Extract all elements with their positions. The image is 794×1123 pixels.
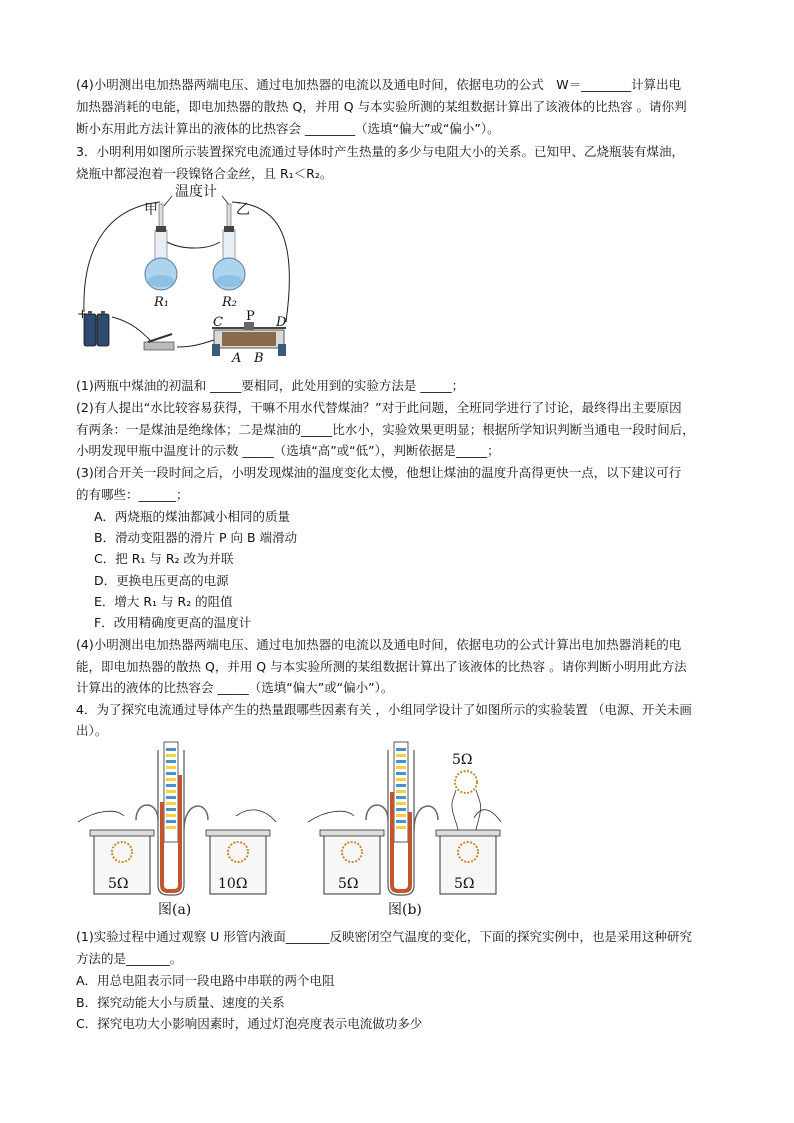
q3-intro-line1: 3．小明利用如图所示装置探究电流通过导体时产生热量的多少与电阻大小的关系。已知甲、乙烧瓶装有煤油， — [76, 144, 684, 159]
q4-intro-line1: 4．为了探究电流通过导体产生的热量跟哪些因素有关 ，小组同学设计了如图所示的实验装置 （电源、开关未画 — [76, 702, 692, 717]
q3-option-e: E．增大 R₁ 与 R₂ 的阻值 — [94, 594, 233, 609]
q3-sub2-line1: (2)有人提出“水比较容易获得，干嘛不用水代替煤油？”对于此问题，全班同学进行了讨论，最终得出主要原因 — [76, 400, 682, 415]
fig-a-right-resistor: 10Ω — [218, 876, 248, 892]
q4-sub1-line1: (1)实验过程中通过观察 U 形管内液面_______反映密闭空气温度的变化，下面的探究实例中，也是采用这种研究 — [76, 929, 693, 944]
fig-a-left-resistor: 5Ω — [108, 876, 129, 892]
rheostat-p-label: P — [246, 309, 255, 324]
q3-pre-line2: 加热器消耗的电能，即电加热器的散热 Q，并用 Q 与本实验所测的某组数据计算出了该液体的比热容 。请你判 — [76, 99, 687, 114]
q3-intro-line2: 烧瓶中都浸泡着一段镍铬合金丝，且 R₁＜R₂。 — [76, 166, 333, 181]
external-resistor — [452, 771, 481, 830]
q3-sub2-line3: 小明发现甲瓶中温度计的示数 _____（选填“高”或“低”），判断依据是_____； — [76, 443, 500, 458]
rheostat-icon — [212, 322, 286, 356]
r2-label: R₂ — [222, 295, 237, 310]
q3-pre-line1: (4)小明测出电加热器两端电压、通过电加热器的电流以及通电时间，依据电功的公式 W＝________计算出电 — [76, 77, 682, 92]
rheostat-a-label: A — [232, 351, 242, 366]
q3-circuit-figure — [72, 182, 312, 372]
q3-sub4-line2: 能，即电加热器的散热 Q，并用 Q 与本实验所测的某组数据计算出了该液体的比热容 。请你判断小明用此方法 — [76, 659, 687, 674]
r1-label: R₁ — [154, 295, 169, 310]
fig-b-top-resistor: 5Ω — [452, 752, 473, 768]
q3-option-c: C．把 R₁ 与 R₂ 改为并联 — [94, 551, 234, 566]
q3-option-f: F．改用精确度更高的温度计 — [94, 615, 252, 630]
q4-intro-line2: 出）。 — [76, 723, 108, 738]
q3-sub1: (1)两瓶中煤油的初温和 _____要相同，此处用到的实验方法是 _____； — [76, 378, 465, 393]
q3-option-a: A．两烧瓶的煤油都减小相同的质量 — [94, 509, 291, 524]
fig-b-right-resistor: 5Ω — [454, 876, 475, 892]
q3-option-b: B．滑动变阻器的滑片 P 向 B 端滑动 — [94, 530, 298, 545]
fig-b-caption: 图(b) — [388, 902, 422, 918]
thermometer-label: 温度计 — [175, 184, 217, 200]
q4-figure-b — [306, 740, 516, 920]
rheostat-b-label: B — [254, 351, 264, 366]
q3-sub4-line1: (4)小明测出电加热器两端电压、通过电加热器的电流以及通电时间，依据电功的公式计算出电加热器消耗的电 — [76, 637, 682, 652]
q4-figure-a — [76, 740, 286, 920]
q3-sub3-line2: 的有哪些：______； — [76, 487, 189, 502]
rheostat-d-label: D — [276, 315, 287, 330]
q4-sub1-line2: 方法的是_______。 — [76, 951, 183, 966]
flask-yi-label: 乙 — [236, 202, 250, 218]
q4-option-c: C．探究电功大小影响因素时，通过灯泡亮度表示电流做功多少 — [76, 1016, 423, 1031]
fig-b-left-resistor: 5Ω — [338, 876, 359, 892]
flask-jia-label: 甲 — [144, 202, 158, 218]
rheostat-c-label: C — [213, 315, 223, 330]
q4-option-a: A．用总电阻表示同一段电路中串联的两个电阻 — [76, 973, 335, 988]
q3-option-d: D．更换电压更高的电源 — [94, 573, 229, 588]
battery-plus-label: + — [77, 307, 88, 322]
switch-icon — [144, 334, 174, 350]
q3-pre-line3: 断小东用此方法计算出的液体的比热容会 ________（选填“偏大”或“偏小”）。 — [76, 121, 500, 136]
q4-option-b: B．探究动能大小与质量、速度的关系 — [76, 995, 285, 1010]
q3-sub3-line1: (3)闭合开关一段时间之后，小明发现煤油的温度变化太慢，他想让煤油的温度升高得更快一点，以下建议可行 — [76, 465, 682, 480]
q3-sub2-line2: 有两条：一是煤油是绝缘体；二是煤油的_____比水小，实验效果更明显；根据所学知识判断当通电一段时间后， — [76, 422, 695, 437]
q3-sub4-line3: 计算出的液体的比热容会 _____（选填“偏大”或“偏小”）。 — [76, 680, 394, 695]
fig-a-caption: 图(a) — [158, 902, 192, 918]
